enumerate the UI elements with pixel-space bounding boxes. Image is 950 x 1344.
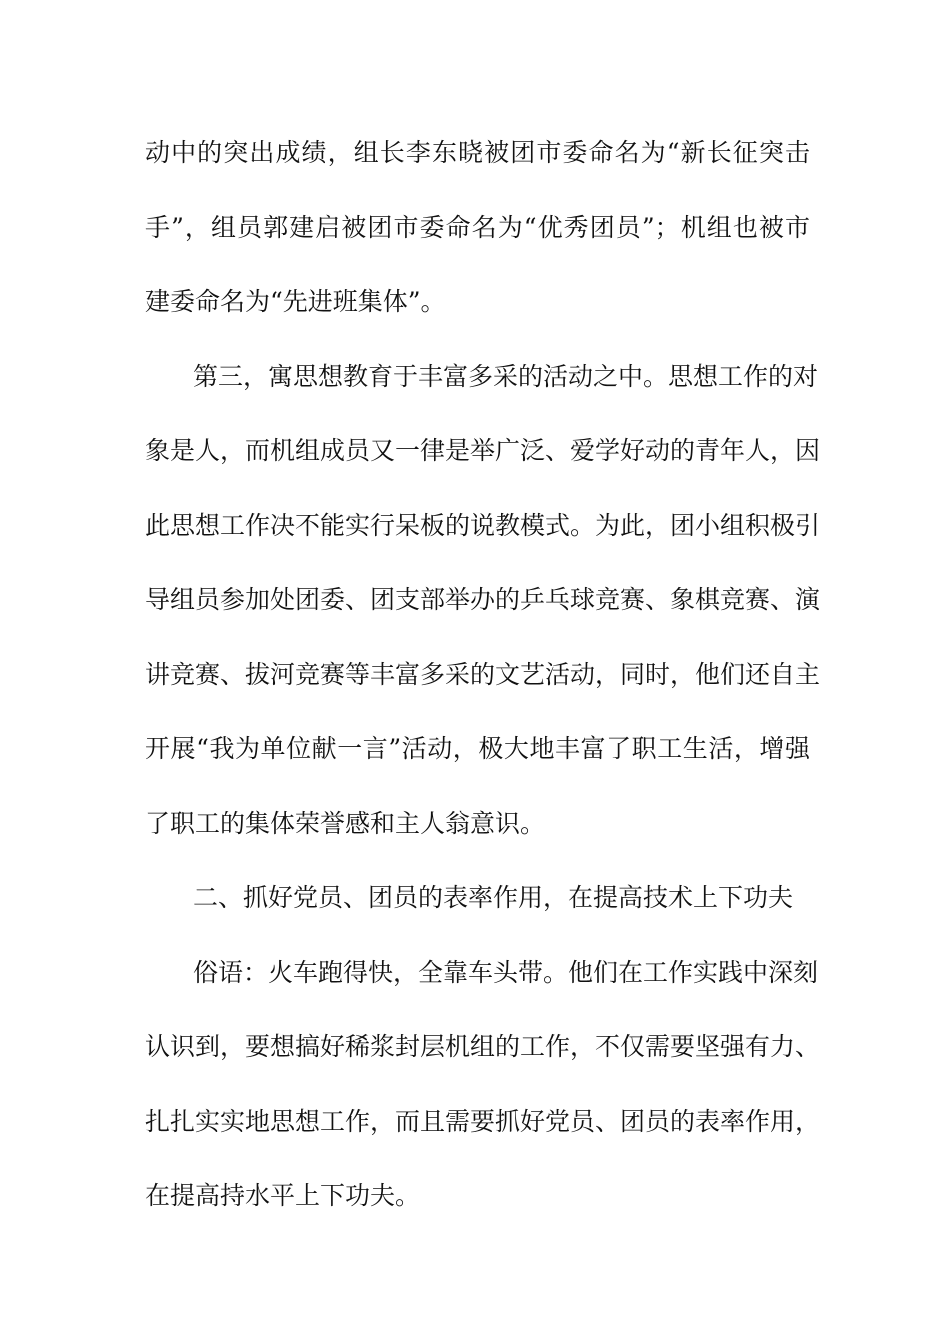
body-text xyxy=(145,128,821,1246)
section-heading: 二、抓好党员、团员的表率作用，在提高技术上下功夫 xyxy=(193,883,794,912)
text-line: 了职工的集体荣誉感和主人翁意识。 xyxy=(145,808,546,838)
text-line: 认识到，要想搞好稀浆封层机组的工作，不仅需要坚强有力、 xyxy=(145,1032,821,1061)
text-line: 开展“我为单位献一言”活动，极大地丰富了职工生活，增强 xyxy=(145,734,810,763)
text-line: 建委命名为“先进班集体”。 xyxy=(145,287,446,316)
text-line: 在提高持水平上下功夫。 xyxy=(145,1181,421,1210)
text-line: 讲竞赛、拔河竞赛等丰富多采的文艺活动，同时，他们还自主 xyxy=(145,659,821,689)
paragraph-first-line: 俗语：火车跑得快，全靠车头带。他们在工作实践中深刻 xyxy=(193,957,819,987)
text-line: 手”，组员郭建启被团市委命名为“优秀团员”；机组也被市 xyxy=(145,212,810,242)
paragraph-first-line: 第三，寓思想教育于丰富多采的活动之中。思想工作的对 xyxy=(193,361,819,391)
text-line: 扎扎实实地思想工作，而且需要抓好党员、团员的表率作用， xyxy=(145,1106,821,1136)
text-line: 动中的突出成绩，组长李东晓被团市委命名为“新长征突击 xyxy=(145,138,810,167)
text-line: 此思想工作决不能实行呆板的说教模式。为此，团小组积极引 xyxy=(145,510,821,540)
text-line: 象是人，而机组成员又一律是举广泛、爱学好动的青年人，因 xyxy=(145,436,821,465)
text-line: 导组员参加处团委、团支部举办的乒乓球竞赛、象棋竞赛、演 xyxy=(145,585,821,614)
